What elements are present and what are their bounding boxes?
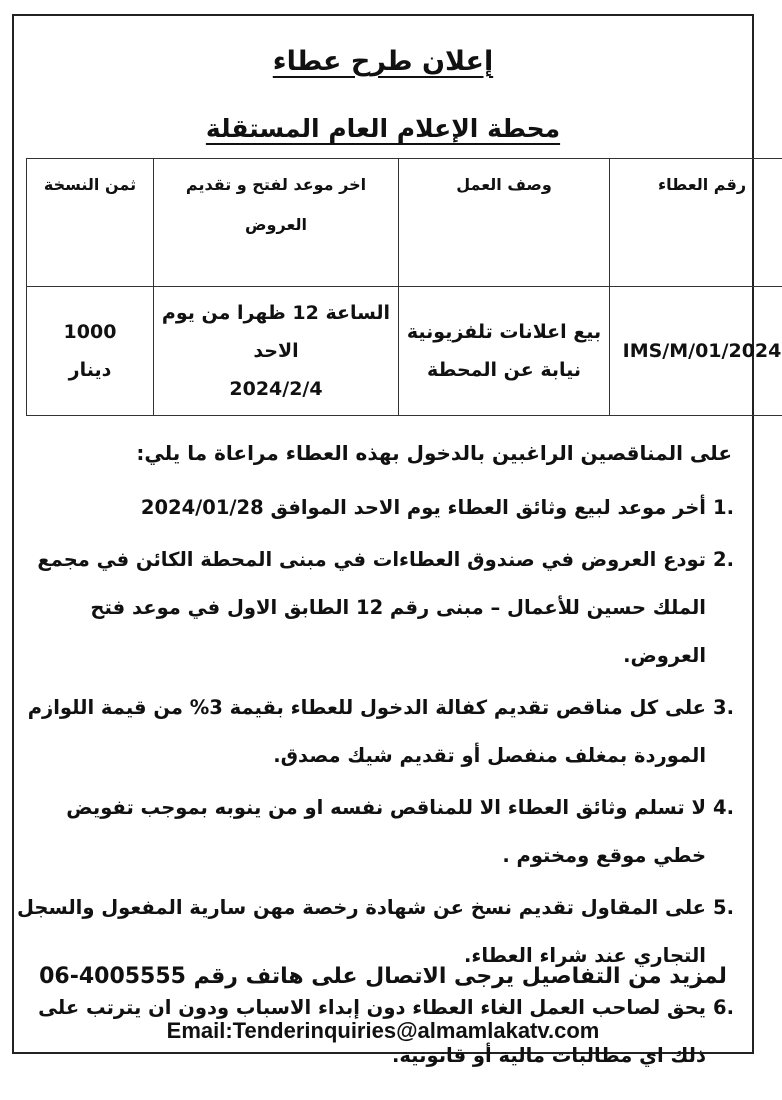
- terms-list: [14, 484, 734, 1084]
- list-item: [14, 484, 734, 532]
- item-text: على المقاول تقديم نسخ عن شهادة رخصة مهن سارية المفعول والسجل التجاري عند شراء العطاء.: [17, 896, 706, 967]
- page-title: إعلان طرح عطاء: [272, 46, 494, 77]
- item-text: أخر موعد لبيع وثائق العطاء يوم الاحد الموافق 2024/01/28: [140, 496, 706, 519]
- header-tender-number: رقم العطاء: [610, 159, 782, 287]
- tender-table: [26, 158, 782, 416]
- list-item: [14, 684, 734, 780]
- organization-name: محطة الإعلام العام المستقلة: [205, 114, 561, 143]
- list-item: [14, 784, 734, 880]
- cell-description: بيع اعلانات تلفزيونية نيابة عن المحطة: [399, 287, 610, 416]
- cell-tender-number: [610, 287, 782, 416]
- item-number: .1: [713, 496, 734, 519]
- item-number: .2: [713, 548, 734, 571]
- item-number: .3: [713, 696, 734, 719]
- item-number: .4: [713, 796, 734, 819]
- table-row: [27, 287, 782, 416]
- item-number: .5: [713, 896, 734, 919]
- cell-price: [27, 287, 154, 416]
- intro-text: على المناقصين الراغبين بالدخول بهذه العطاء مراعاة ما يلي:: [136, 441, 732, 465]
- announcement-frame: [12, 14, 782, 1067]
- price-currency: دينار: [68, 359, 112, 381]
- cell-deadline: [154, 287, 399, 416]
- item-number: .6: [713, 996, 734, 1019]
- deadline-date: 2024/2/4: [229, 378, 323, 400]
- item-text: تودع العروض في صندوق العطاءات في مبنى المحطة الكائن في مجمع الملك حسين للأعمال – مبنى رقم 12 الطابق الاول في موعد فتح العروض.: [37, 548, 706, 667]
- header-copy-price: ثمن النسخة: [27, 159, 154, 287]
- tender-number: IMS/M/01/2024: [622, 340, 782, 362]
- list-item: [14, 536, 734, 680]
- header-work-description: وصف العمل: [399, 159, 610, 287]
- contact-phone: لمزيد من التفاصيل يرجى الاتصال على هاتف رقم 4005555-06: [39, 964, 727, 989]
- item-text: على كل مناقص تقديم كفالة الدخول للعطاء بقيمة 3% من قيمة اللوازم الموردة بمغلف منفصل أو تقديم شيك مصدق.: [27, 696, 706, 767]
- contact-email[interactable]: Email:Tenderinquiries@almamlakatv.com: [166, 1018, 600, 1043]
- header-deadline: اخر موعد لفتح و تقديم العروض: [154, 159, 399, 287]
- item-text: يحق لصاحب العمل الغاء العطاء دون إبداء الاسباب ودون ان يترتب على ذلك اي مطالبات مالية أو قانونية.: [38, 996, 706, 1067]
- price-amount: 1000: [63, 321, 117, 343]
- item-text: لا تسلم وثائق العطاء الا للمناقص نفسه او من ينوبه بموجب تفويض خطي موقع ومختوم .: [66, 796, 706, 867]
- deadline-time: الساعة 12 ظهرا من يوم الاحد: [161, 302, 391, 362]
- table-header-row: [27, 159, 782, 287]
